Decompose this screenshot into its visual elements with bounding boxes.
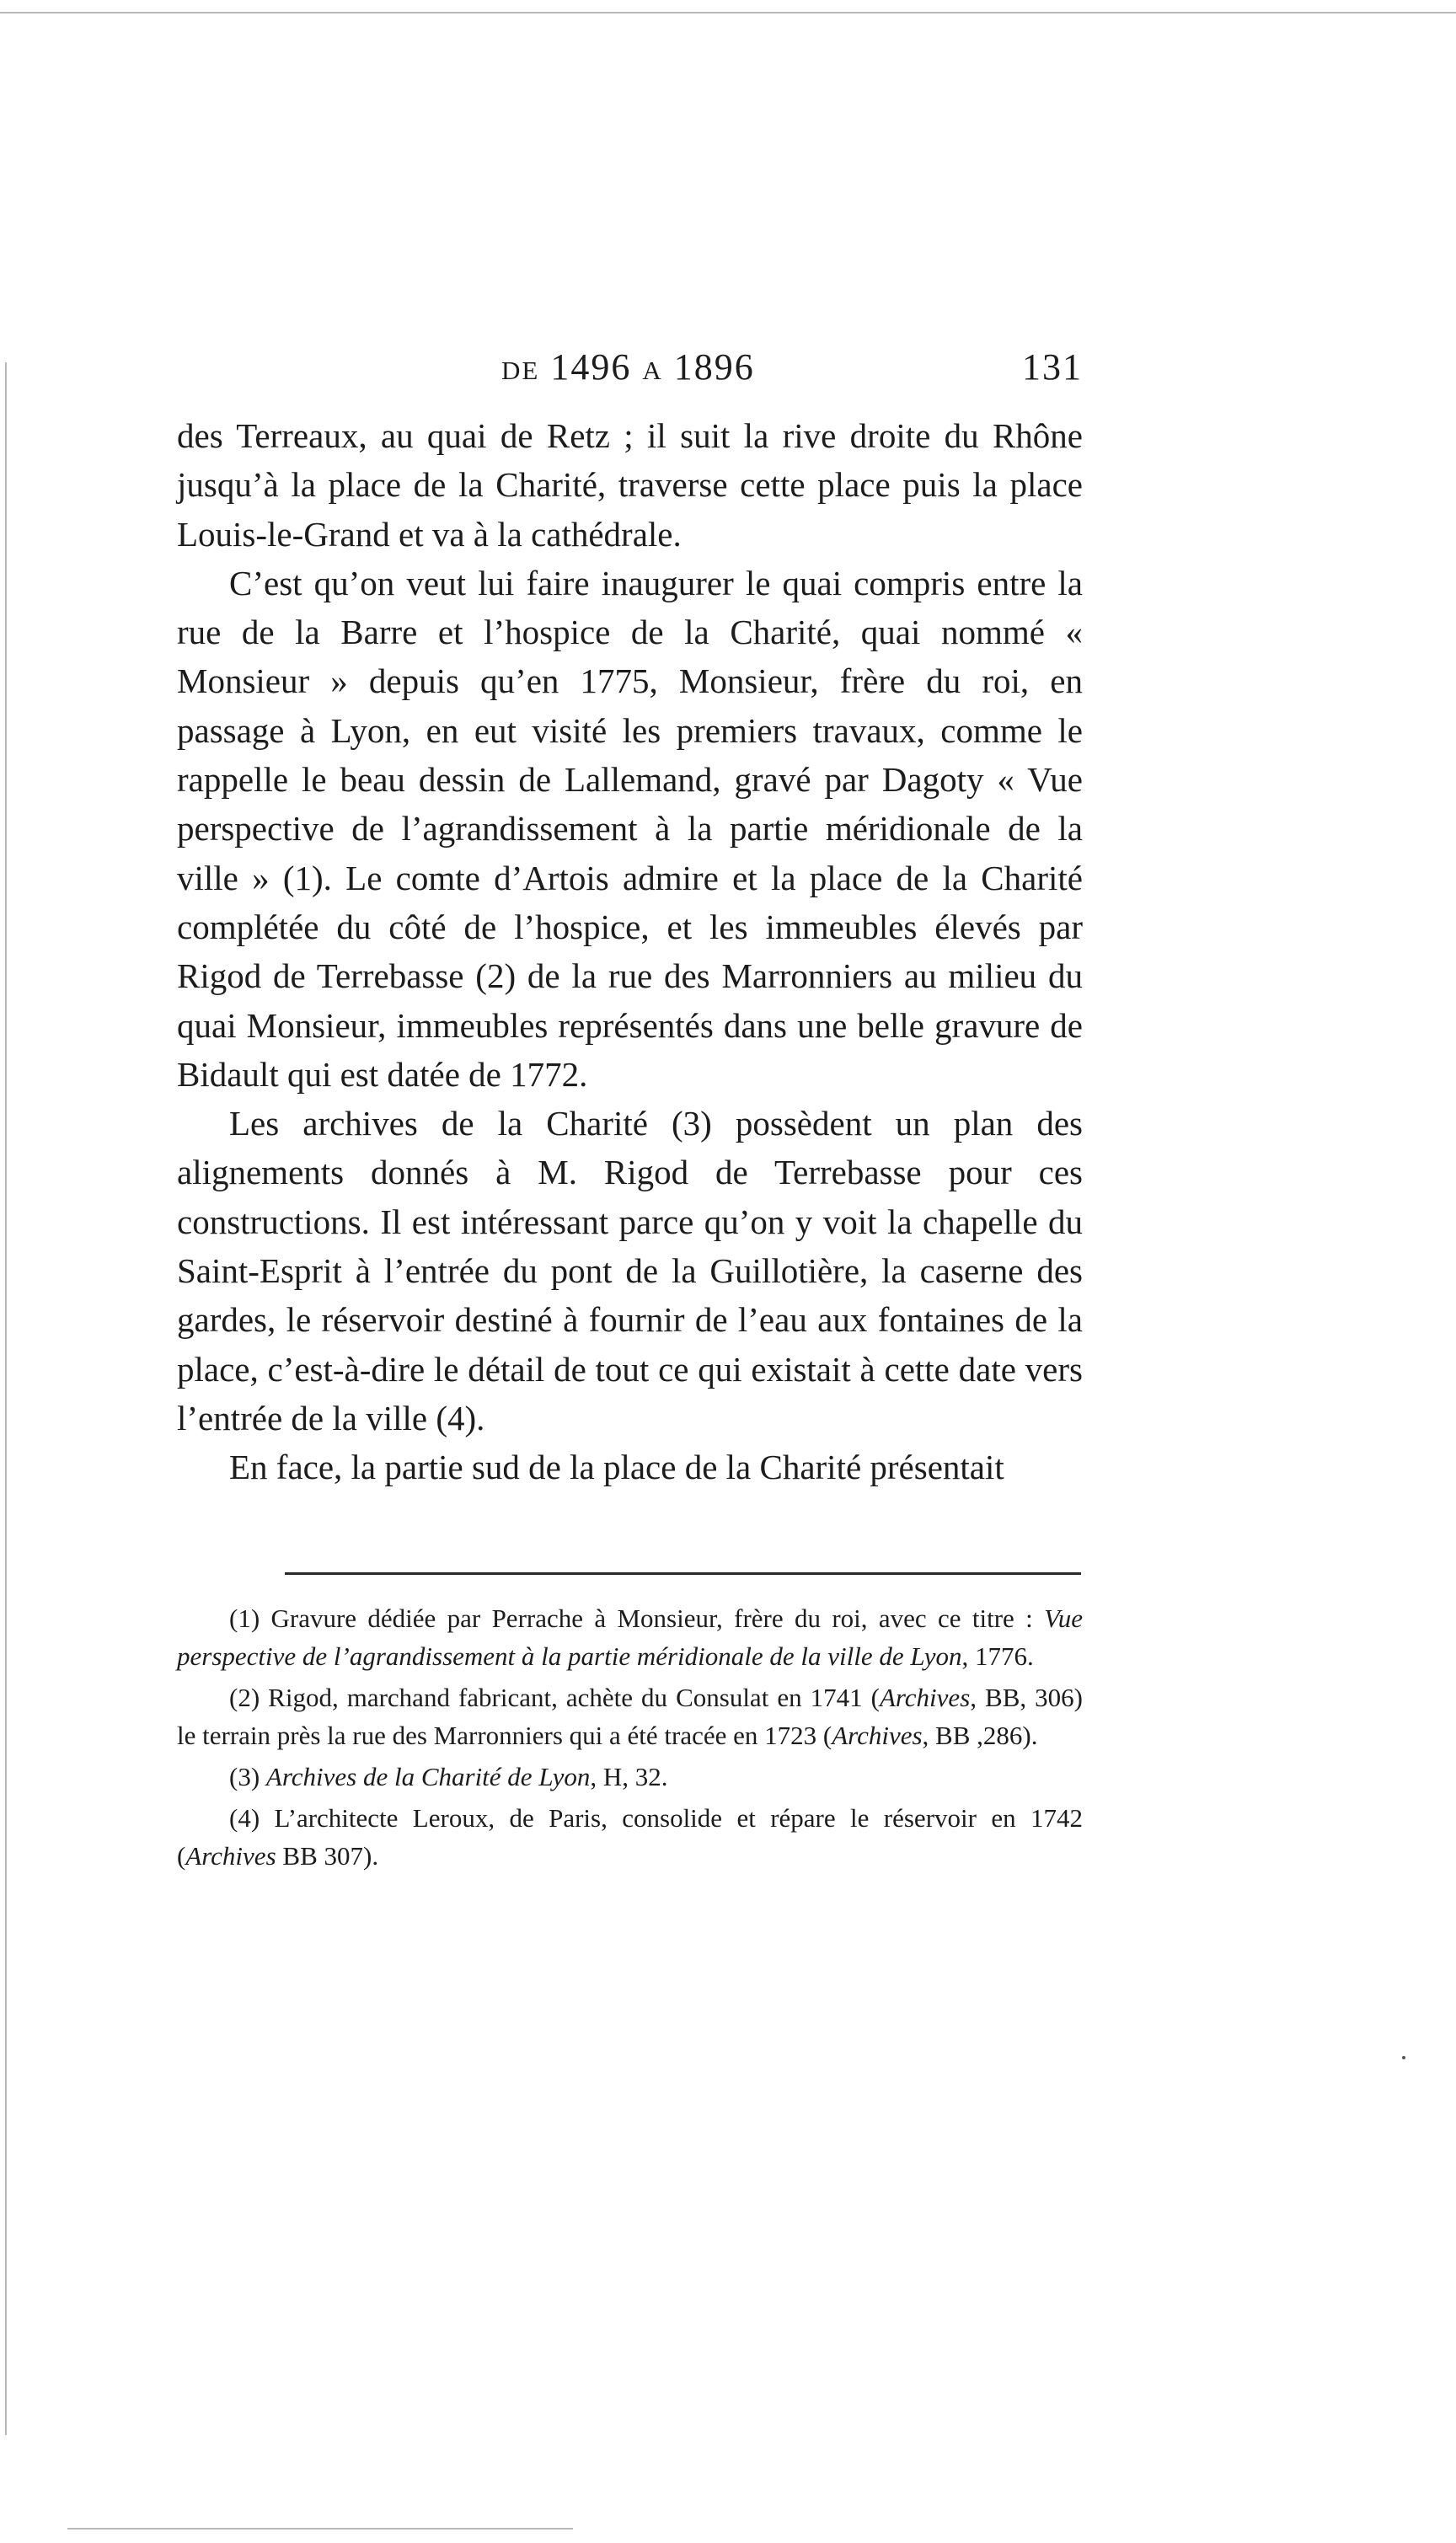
footnotes [177, 1599, 1083, 1878]
footnote [177, 1678, 1083, 1754]
footnote [177, 1599, 1083, 1675]
scan-edge-left [5, 362, 7, 2435]
scan-edge-bottom [67, 2528, 573, 2530]
scan-edge-top [0, 12, 1456, 13]
footnote-italic: Archives [879, 1683, 971, 1712]
footnote-text: (4) L’architecte Leroux, de Paris, consolide et répare le réservoir en 1742 ( [177, 1803, 1083, 1871]
footnote-text: (1) Gravure dédiée par Perrache à Monsieur, frère du roi, avec ce titre : [229, 1603, 1045, 1633]
running-head [177, 345, 1083, 396]
footnote [177, 1799, 1083, 1875]
paragraph: En face, la partie sud de la place de la Charité présentait [229, 1448, 1004, 1487]
footnote-text: BB 307). [276, 1841, 379, 1871]
footnote-text: (2) Rigod, marchand fabricant, achète du Consulat en 1741 ( [229, 1683, 880, 1712]
running-title: de 1496 a 1896 [501, 346, 755, 388]
footnote-text: (3) [229, 1762, 266, 1791]
paragraph: C’est qu’on veut lui faire inaugurer le quai compris entre la rue de la Barre et l’hospice de la Charité, quai nommé « Monsieur » depuis qu’en 1775, Monsieur, frère du roi, en passage à Lyon, en eut visité les premiers travaux, comme le rappelle le beau dessin de Lallemand, gravé par Dagoty « Vue perspective de l’agrandissement à la partie méridionale de la ville » (1). Le comte d’Artois admire et la place de la Charité complétée du côté de l’hospice, et les immeubles élevés par Rigod de Terrebasse (2) de la rue des Marronniers au milieu du quai Monsieur, immeubles représentés dans une belle gravure de Bidault qui est datée de 1772. [177, 563, 1083, 1094]
scan-speck [1402, 2056, 1405, 2059]
footnote-italic: Archives [185, 1841, 276, 1871]
paragraph: Les archives de la Charité (3) possèdent un plan des alignements donnés à M. Rigod de Terrebasse pour ces constructions. Il est intéressant parce qu’on y voit la chapelle du Saint-Esprit à l’entrée du pont de la Guillotière, la caserne des gardes, le réservoir destiné à fournir de l’eau aux fontaines de la place, c’est-à-dire le détail de tout ce qui existait à cette date vers l’entrée de la ville (4). [177, 1104, 1083, 1437]
footnote-text: , BB, 306) le terrain près la rue des Marronniers qui a été tracée en 1723 ( [177, 1683, 1083, 1750]
footnote-italic: Vue perspective de l’agrandissement à la partie méridionale de la ville de Lyon [177, 1603, 1083, 1671]
footnote-italic: Archives [832, 1721, 923, 1750]
body-text [177, 411, 1083, 1492]
footnote-italic: Archives de la Charité de Lyon [265, 1762, 591, 1791]
footnote-text: , H, 32. [590, 1762, 668, 1791]
page-number: 131 [1022, 346, 1083, 388]
paragraph: des Terreaux, au quai de Retz ; il suit la rive droite du Rhône jusqu’à la place de la Charité, traverse cette place puis la place Louis-le-Grand et va à la cathédrale. [177, 416, 1083, 554]
footnote-text: , BB ,286). [922, 1721, 1038, 1750]
footnote-rule [285, 1572, 1081, 1575]
footnote [177, 1758, 1083, 1796]
footnote-text: , 1776. [961, 1641, 1034, 1671]
